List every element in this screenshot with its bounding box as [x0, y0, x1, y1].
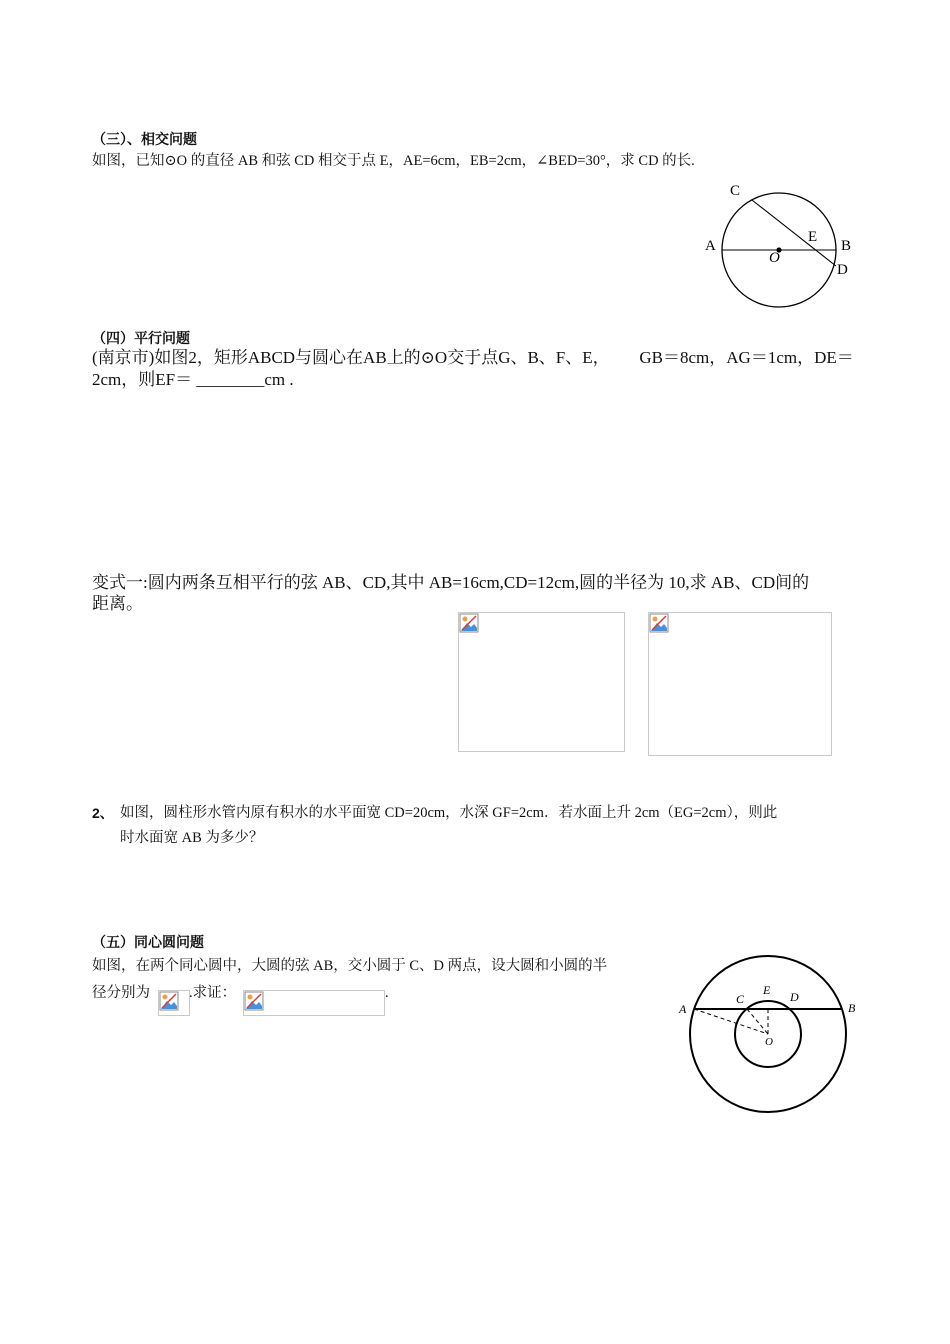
- section5-line2-prefix: 径分别为: [92, 985, 150, 1001]
- proof-formula-image: [243, 990, 385, 1016]
- section3-heading: （三）、相交问题: [92, 131, 197, 147]
- section5-line1: 如图，在两个同心圆中，大圆的弦 AB，交小圆于 C、D 两点，设大圆和小圆的半: [92, 958, 608, 974]
- question2-number: 2、: [92, 805, 114, 821]
- label-a: A: [679, 1002, 687, 1016]
- label-b: B: [841, 238, 852, 254]
- label-b: B: [848, 1001, 856, 1015]
- section5-line2-end: .: [385, 985, 389, 1001]
- broken-image-icon: [159, 991, 179, 1011]
- label-c: C: [730, 183, 741, 199]
- figure-placeholder-1: [458, 612, 625, 752]
- question2-line2: 时水面宽 AB 为多少？: [120, 830, 264, 846]
- label-c: C: [736, 992, 745, 1006]
- section4-heading: （四）平行问题: [92, 330, 190, 346]
- chord-cd: [752, 200, 836, 266]
- section5-line2-mid: .求证：: [189, 985, 237, 1001]
- label-a: A: [705, 238, 716, 254]
- section4-line2: 2cm，则EF＝ ________cm .: [92, 370, 294, 389]
- label-o: O: [769, 250, 780, 266]
- concentric-circles-diagram: [672, 952, 872, 1116]
- label-d: D: [790, 990, 799, 1004]
- section5-heading: （五）同心圆问题: [92, 934, 204, 950]
- label-e: E: [808, 229, 818, 245]
- question2-line1: 如图，圆柱形水管内原有积水的水平面宽 CD=20cm，水深 GF=2cm．若水面上升 2cm（EG=2cm），则此: [120, 805, 778, 821]
- broken-image-icon: [649, 613, 669, 633]
- label-d: D: [837, 262, 848, 278]
- figure-placeholder-2: [648, 612, 832, 756]
- label-e: E: [763, 983, 771, 997]
- broken-image-icon: [244, 991, 264, 1011]
- intersecting-chord-diagram: [695, 178, 865, 318]
- broken-image-icon: [459, 613, 479, 633]
- label-o: O: [765, 1036, 773, 1048]
- variant1-line1: 变式一:圆内两条互相平行的弦 AB、CD,其中 AB=16cm,CD=12cm,圆的半径为 10,求 AB、CD间的: [92, 573, 810, 592]
- radius-formula-image: [158, 990, 190, 1016]
- variant1-line2: 距离。: [92, 594, 143, 613]
- section3-problem-text: 如图，已知⊙O 的直径 AB 和弦 CD 相交于点 E，AE=6cm，EB=2cm，∠BED=30°，求 CD 的长.: [92, 153, 695, 169]
- section4-line1: (南京市)如图2，矩形ABCD与圆心在AB上的⊙O交于点G、B、F、E， GB＝8cm，AG＝1cm，DE＝: [92, 348, 854, 367]
